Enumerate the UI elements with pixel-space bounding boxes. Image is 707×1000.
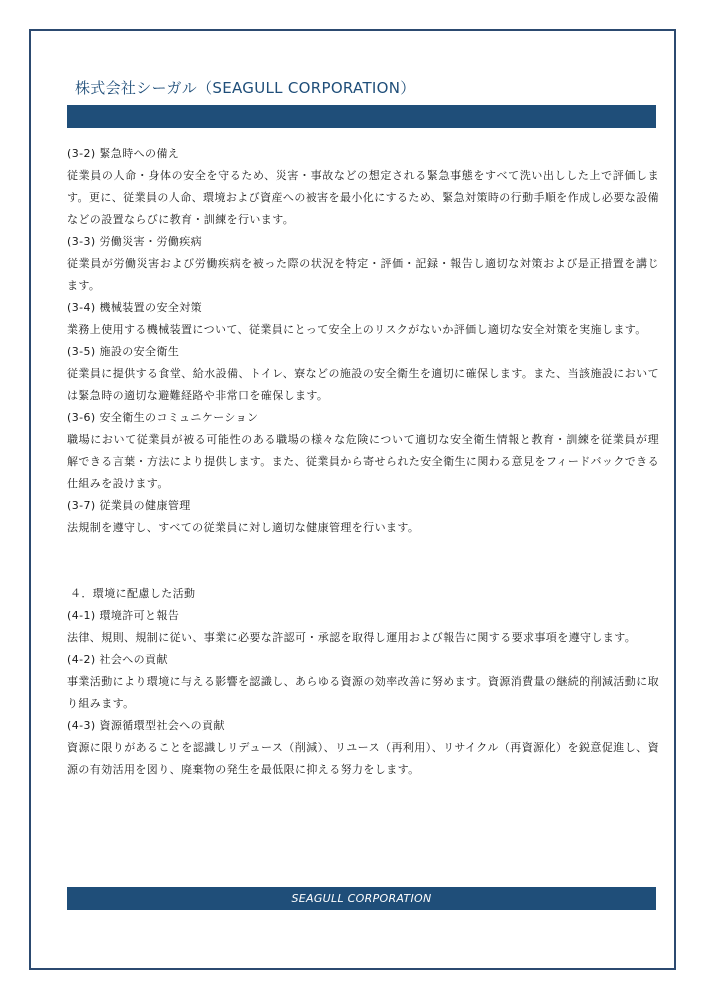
subheading: (4-2) 社会への貢献 [67,653,168,666]
header-bar [67,105,656,128]
paragraph: 業務上使用する機械装置について、従業員にとって安全上のリスクがないか評価し適切な安全対策を実施します。 [67,323,647,336]
footer-bar [67,887,656,910]
subheading: (3-7) 従業員の健康管理 [67,499,191,512]
company-title: 株式会社シーガル（SEAGULL CORPORATION） [75,79,416,97]
paragraph: 従業員が労働災害および労働疾病を被った際の状況を特定・評価・記録・報告し適切な対策および是正措置を講じます。 [67,257,659,292]
paragraph: 法律、規則、規制に従い、事業に必要な許認可・承認を取得し運用および報告に関する要求事項を遵守します。 [67,631,637,644]
subheading: (3-4) 機械装置の安全対策 [67,301,203,314]
subheading: (4-3) 資源循環型社会への貢献 [67,719,225,732]
paragraph: 資源に限りがあることを認識しリデュース（削減）、リユース（再利用）、リサイクル（再資源化）を鋭意促進し、資源の有効活用を図り、廃棄物の発生を最低限に抑える努力をします。 [67,741,659,776]
footer-company-name: SEAGULL CORPORATION [291,892,432,905]
paragraph: 従業員に提供する食堂、給水設備、トイレ、寮などの施設の安全衛生を適切に確保します。また、当該施設においては緊急時の適切な避難経路や非常口を確保します。 [67,367,659,402]
paragraph: 職場において従業員が被る可能性のある職場の様々な危険について適切な安全衛生情報と教育・訓練を従業員が理解できる言葉・方法により提供します。また、従業員から寄せられた安全衛生に関わる意見をフィードバックできる仕組みを設けます。 [67,433,659,490]
subheading: (3-5) 施設の安全衛生 [67,345,180,358]
subheading: (3-2) 緊急時への備え [67,147,180,160]
paragraph: 事業活動により環境に与える影響を認識し、あらゆる資源の効率改善に努めます。資源消費量の継続的削減活動に取り組みます。 [67,675,659,710]
section-spacer [67,539,659,583]
document-body [67,143,659,781]
paragraph: 従業員の人命・身体の安全を守るため、災害・事故などの想定される緊急事態をすべて洗い出しした上で評価します。更に、従業員の人命、環境および資産への被害を最小化にするため、緊急対策時の行動手順を作成し必要な設備などの設置ならびに教育・訓練を行います。 [67,169,659,226]
paragraph: 法規制を遵守し、すべての従業員に対し適切な健康管理を行います。 [67,521,420,534]
subheading: (3-6) 安全衛生のコミュニケーション [67,411,259,424]
subheading: (4-1) 環境許可と報告 [67,609,180,622]
section-heading: ４．環境に配慮した活動 [70,587,196,600]
subheading: (3-3) 労働災害・労働疾病 [67,235,203,248]
